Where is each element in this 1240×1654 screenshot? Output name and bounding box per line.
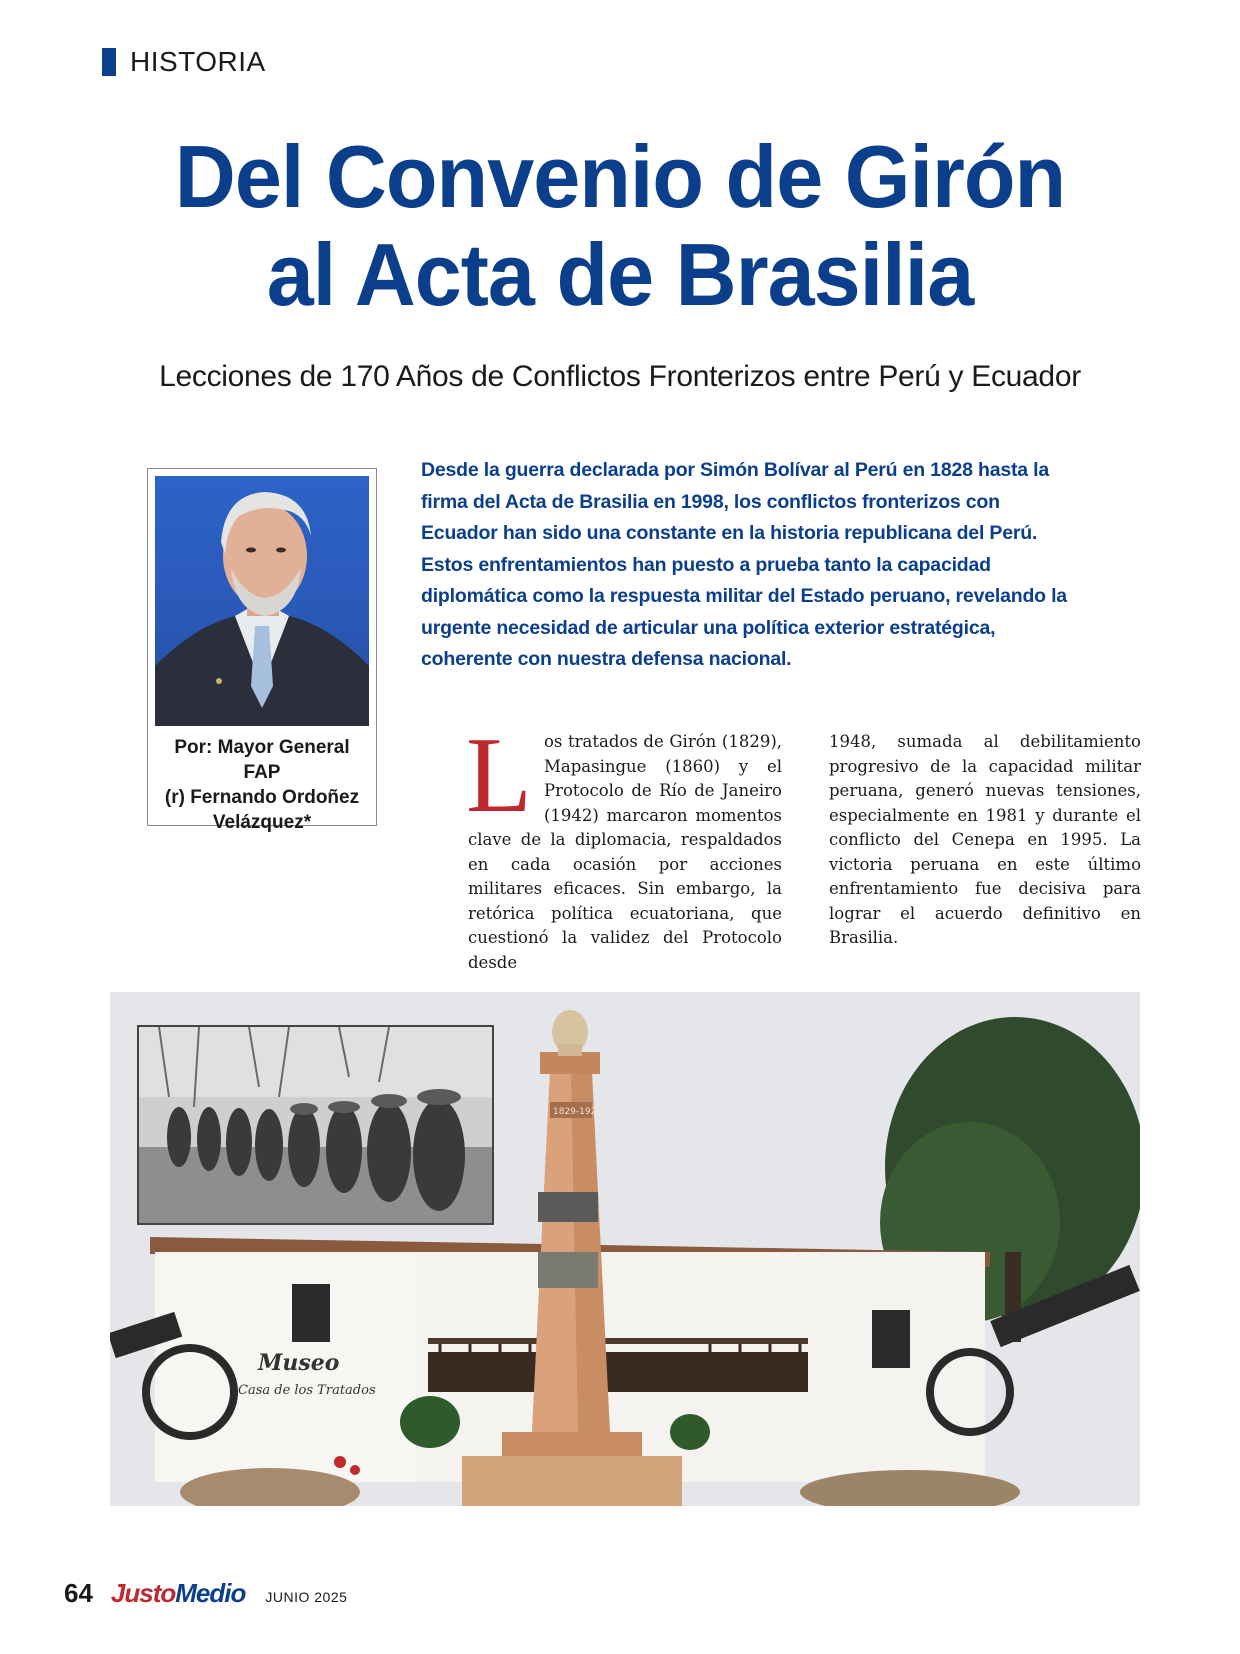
section-tag [102, 46, 266, 78]
soldiers-photo-illustration [139, 1027, 494, 1225]
page-number: 64 [64, 1578, 93, 1608]
drop-cap: L [466, 716, 532, 835]
lead-paragraph: Desde la guerra declarada por Simón Bolívar al Perú en 1828 hasta la firma del Acta de Brasilia en 1998, los conflictos fronterizos con Ecuador han sido una constante en la historia republicana del Perú. Estos enfrentamientos han puesto a prueba tanto la capacidad diplomática como la respuesta militar del Estado peruano, revelando la urgente necesidad de articular una política exterior estratégica, coherente con nuestra defensa nacional. [421, 459, 1067, 670]
byline-line-1: Por: Mayor General FAP [174, 737, 350, 783]
title-line-1: Del Convenio de Girón [174, 127, 1066, 226]
page-footer [64, 1578, 347, 1609]
author-portrait-illustration [155, 476, 369, 726]
section-label: HISTORIA [130, 46, 266, 77]
museum-sign-line-1: Museo [258, 1350, 340, 1376]
article-title [82, 128, 1157, 324]
section-bar [102, 48, 116, 76]
body-column-1-text: os tratados de Girón (1829), Mapasingue (1860) y el Protocolo de Río de Janeiro (1942) marcaron momentos clave de la diplomacia, respaldados en cada ocasión por acciones militares eficaces. Sin embargo, la retórica política ecuatoriana, que cuestionó la validez del Protocolo desde [468, 732, 782, 972]
article-subtitle: Lecciones de 170 Años de Conflictos Fronterizos entre Perú y Ecuador [159, 360, 1081, 393]
author-box [147, 468, 377, 833]
issue-date: JUNIO 2025 [265, 1589, 348, 1605]
body-column-2: 1948, sumada al debilitamiento progresivo de la capacidad militar peruana, generó nuevas tensiones, especialmente en 1981 y durante el conflicto del Cenepa en 1995. La victoria peruana en este último enfrentamiento fue decisiva para lograr el acuerdo definitivo en Brasilia. [829, 732, 1141, 947]
museum-sign-line-2: Casa de los Tratados [238, 1383, 376, 1398]
byline-line-2: (r) Fernando Ordoñez [164, 787, 360, 808]
monument-plaque-text: 1829-1929 [553, 1107, 603, 1117]
body-column-1 [466, 716, 782, 975]
soldiers-inset-photo [137, 1025, 494, 1225]
brand-logo-part-2: Medio [175, 1578, 246, 1608]
brand-logo-part-1: Justo [110, 1578, 176, 1608]
byline-line-3: Velázquez* [212, 812, 312, 833]
author-byline [154, 735, 370, 835]
author-photo [155, 476, 369, 726]
title-line-2: al Acta de Brasilia [266, 225, 974, 324]
